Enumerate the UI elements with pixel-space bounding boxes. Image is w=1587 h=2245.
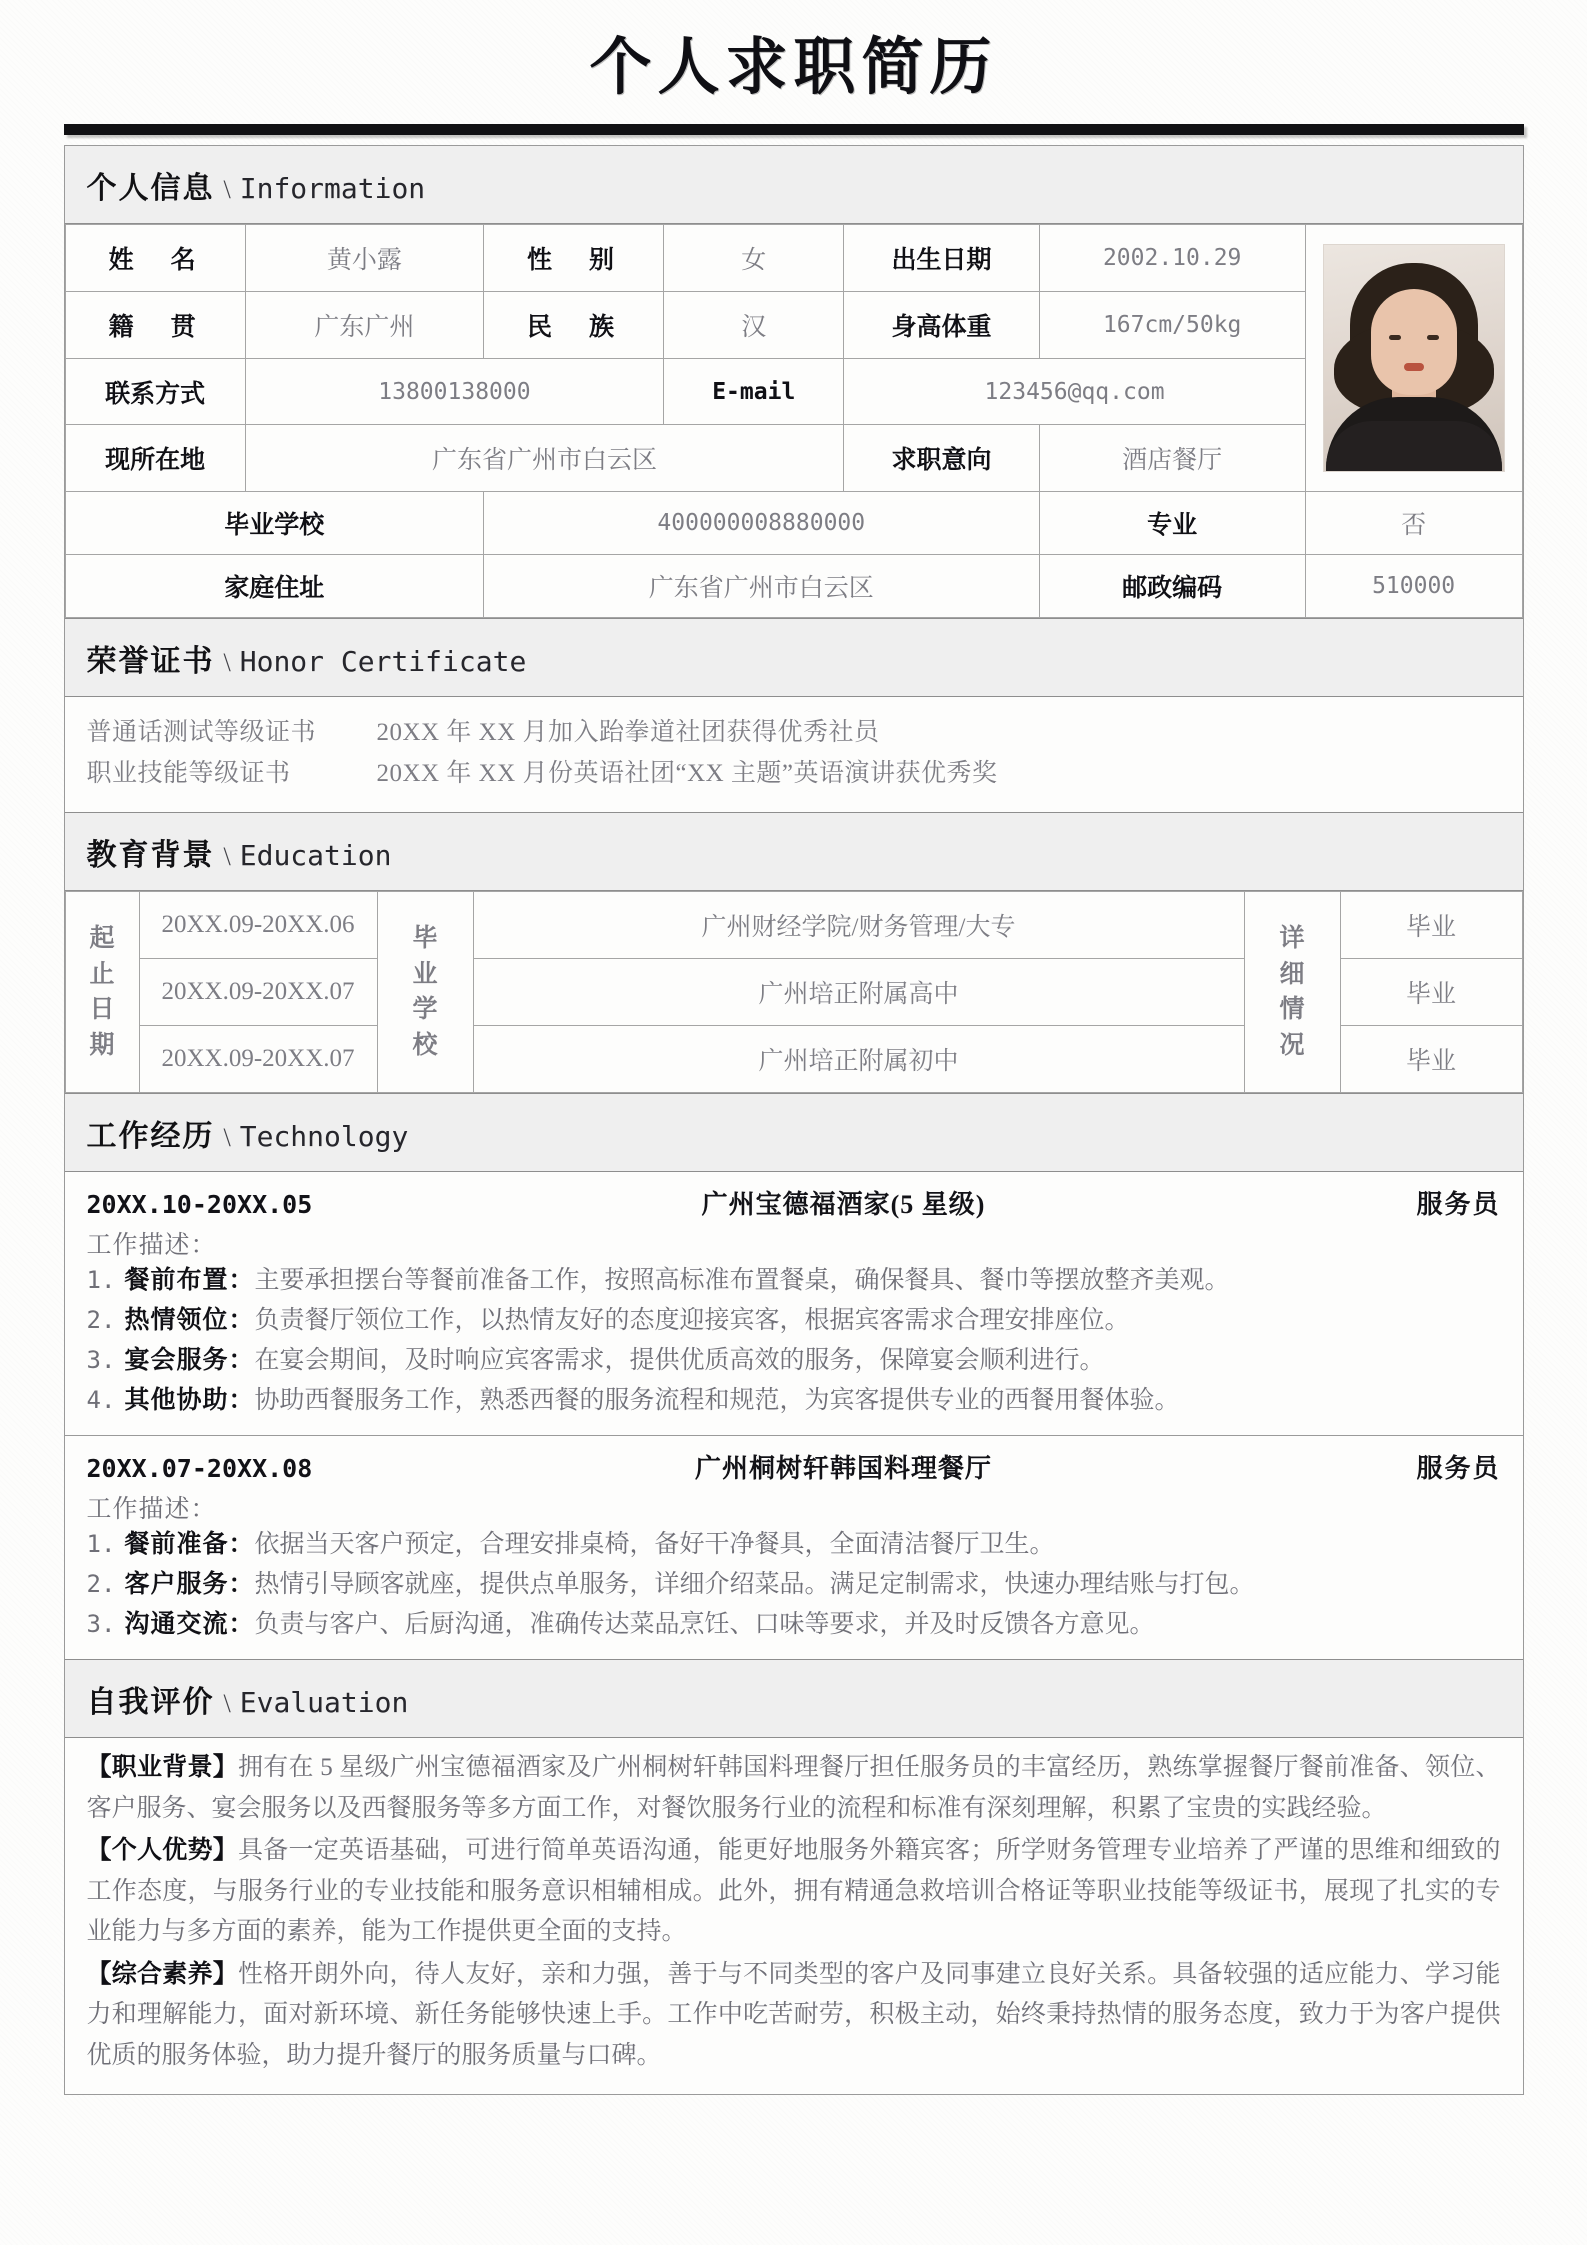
list-item: 4. 其他协助：协助西餐服务工作，熟悉西餐的服务流程和规范，为宾客提供专业的西餐用餐体验。: [86, 1386, 1180, 1415]
work-role: 服务员: [1416, 1454, 1501, 1484]
list-item: 2. 客户服务：热情引导顾客就座，提供点单服务，详细介绍菜品。满足定制需求，快速办理结账与打包。: [86, 1570, 1255, 1599]
section-header-education: [65, 812, 1523, 891]
label-birth: 出生日期: [844, 225, 1039, 292]
label-current-location: 现所在地: [65, 425, 245, 492]
value-job-intention: 酒店餐厅: [1039, 425, 1305, 492]
label-email: E-mail: [664, 358, 844, 425]
photo-eye-right: [1427, 335, 1439, 340]
value-body: 167cm/50kg: [1039, 291, 1305, 358]
section-header-honor: [65, 618, 1523, 697]
value-name: 黄小露: [245, 225, 483, 292]
applicant-photo: [1323, 244, 1505, 472]
list-item: 2. 热情领位：负责餐厅领位工作，以热情友好的态度迎接宾客，根据宾客需求合理安排座位。: [86, 1306, 1130, 1335]
value-home-address: 广东省广州市白云区: [483, 555, 1039, 618]
work-date: 20XX.10-20XX.05: [86, 1190, 313, 1220]
label-ethnicity: 民 族: [483, 291, 663, 358]
table-row: [65, 358, 1522, 425]
education-status: 毕业: [1340, 959, 1522, 1026]
section-separator: \: [223, 842, 231, 872]
value-email: 123456@qq.com: [844, 358, 1305, 425]
education-school: 广州培正附属高中: [473, 959, 1244, 1026]
work-role: 服务员: [1416, 1190, 1501, 1220]
education-date: 20XX.09-20XX.06: [139, 892, 377, 959]
label-body: 身高体重: [844, 291, 1039, 358]
education-school-column-label: 毕 业 学 校: [377, 892, 473, 1093]
work-company: 广州宝德福酒家(5 星级): [701, 1190, 986, 1220]
section-title-en: Technology: [239, 1120, 409, 1154]
section-header-evaluation: [65, 1659, 1523, 1738]
list-item: 3. 沟通交流：负责与客户、后厨沟通，准确传达菜品烹饪、口味等要求，并及时反馈各方意见。: [86, 1610, 1155, 1639]
section-title-en: Honor Certificate: [239, 645, 527, 679]
list-item: [87, 713, 1501, 754]
avatar: [1305, 225, 1522, 492]
work-company: 广州桐树轩韩国料理餐厅: [694, 1454, 992, 1484]
section-title-cn: 个人信息: [86, 172, 215, 206]
value-contact: 13800138000: [245, 358, 663, 425]
work-entry-header: [87, 1184, 1501, 1221]
work-date: 20XX.07-20XX.08: [86, 1454, 313, 1484]
evaluation-body: [65, 1738, 1523, 2094]
section-header-work: [65, 1093, 1523, 1172]
education-detail-column-label: 详 细 情 况: [1244, 892, 1340, 1093]
work-entry: [65, 1172, 1523, 1435]
certificate-desc: 20XX 年 XX 月加入跆拳道社团获得优秀社员: [376, 719, 880, 747]
section-separator: \: [223, 1123, 231, 1153]
value-gender: 女: [664, 225, 844, 292]
label-contact: 联系方式: [65, 358, 245, 425]
table-row: [65, 892, 1522, 959]
certificate-name: 普通话测试等级证书: [86, 719, 317, 747]
work-entry: [65, 1435, 1523, 1659]
section-separator: \: [223, 1689, 231, 1719]
value-major: 否: [1305, 492, 1522, 555]
education-school: 广州财经学院/财务管理/大专: [473, 892, 1244, 959]
education-status: 毕业: [1340, 1026, 1522, 1093]
value-native-place: 广东广州: [245, 291, 483, 358]
personal-info-table: [65, 224, 1523, 618]
section-header-information: [65, 146, 1523, 224]
photo-eye-left: [1389, 335, 1401, 340]
work-desc-label: 工作描述：: [86, 1496, 217, 1524]
resume-frame: [64, 145, 1524, 2095]
table-row: [65, 492, 1522, 555]
work-duty-list: [87, 1261, 1501, 1421]
table-row: [65, 555, 1522, 618]
section-separator: \: [223, 648, 231, 678]
education-date-column-label: 起 止 日 期: [65, 892, 139, 1093]
section-separator: \: [223, 175, 231, 205]
certificate-name: 职业技能等级证书: [86, 759, 291, 787]
title-area: [0, 0, 1587, 135]
label-native-place: 籍 贯: [65, 291, 245, 358]
section-title-cn: 工作经历: [86, 1120, 215, 1154]
value-postcode: 510000: [1305, 555, 1522, 618]
education-date: 20XX.09-20XX.07: [139, 959, 377, 1026]
label-major: 专业: [1039, 492, 1305, 555]
section-title-cn: 荣誉证书: [86, 645, 215, 679]
section-title-en: Education: [239, 839, 392, 873]
value-current-location: 广东省广州市白云区: [245, 425, 844, 492]
table-row: [65, 425, 1522, 492]
table-row: [65, 225, 1522, 292]
education-status: 毕业: [1340, 892, 1522, 959]
work-duty-list: [87, 1525, 1501, 1645]
evaluation-paragraph: 【职业背景】拥有在 5 星级广州宝德福酒家及广州桐树轩韩国料理餐厅担任服务员的丰富经历，熟练掌握餐厅餐前准备、领位、客户服务、宴会服务以及西餐服务等多方面工作，对餐饮服务行业的流程和标准有深刻理解，积累了宝贵的实践经验。: [86, 1754, 1501, 1822]
honor-list: [65, 697, 1523, 812]
list-item: [87, 754, 1501, 795]
section-title-cn: 教育背景: [86, 839, 215, 873]
education-school: 广州培正附属初中: [473, 1026, 1244, 1093]
photo-lips: [1404, 363, 1424, 371]
value-birth: 2002.10.29: [1039, 225, 1305, 292]
table-row: [65, 291, 1522, 358]
label-job-intention: 求职意向: [844, 425, 1039, 492]
section-title-cn: 自我评价: [86, 1686, 215, 1720]
list-item: 1. 餐前布置：主要承担摆台等餐前准备工作，按照高标准布置餐桌，确保餐具、餐巾等摆放整齐美观。: [86, 1266, 1230, 1295]
list-item: 1. 餐前准备：依据当天客户预定，合理安排桌椅，备好干净餐具，全面清洁餐厅卫生。: [86, 1530, 1055, 1559]
label-name: 姓 名: [65, 225, 245, 292]
list-item: 3. 宴会服务：在宴会期间，及时响应宾客需求，提供优质高效的服务，保障宴会顺利进行。: [86, 1346, 1105, 1375]
label-gender: 性 别: [483, 225, 663, 292]
title-divider: [64, 124, 1524, 135]
education-table: [65, 891, 1523, 1093]
value-school: 400000008880000: [483, 492, 1039, 555]
work-entry-header: [87, 1448, 1501, 1485]
certificate-desc: 20XX 年 XX 月份英语社团“XX 主题”英语演讲获优秀奖: [376, 759, 998, 787]
page-title: 个人求职简历: [589, 34, 998, 102]
photo-top: [1326, 421, 1502, 471]
label-postcode: 邮政编码: [1039, 555, 1305, 618]
label-home-address: 家庭住址: [65, 555, 483, 618]
evaluation-paragraph: 【个人优势】具备一定英语基础，可进行简单英语沟通，能更好地服务外籍宾客；所学财务管理专业培养了严谨的思维和细致的工作态度，与服务行业的专业技能和服务意识相辅相成。此外，拥有精通急救培训合格证等职业技能等级证书，展现了扎实的专业能力与多方面的素养，能为工作提供更全面的支持。: [86, 1837, 1501, 1946]
label-school: 毕业学校: [65, 492, 483, 555]
section-title-en: Evaluation: [239, 1686, 409, 1720]
photo-face: [1371, 289, 1457, 395]
section-title-en: Information: [239, 172, 426, 206]
work-desc-label: 工作描述：: [86, 1232, 217, 1260]
education-date: 20XX.09-20XX.07: [139, 1026, 377, 1093]
evaluation-paragraph: 【综合素养】性格开朗外向，待人友好，亲和力强，善于与不同类型的客户及同事建立良好关系。具备较强的适应能力、学习能力和理解能力，面对新环境、新任务能够快速上手。工作中吃苦耐劳，积极主动，始终秉持热情的服务态度，致力于为客户提供优质的服务体验，助力提升餐厅的服务质量与口碑。: [86, 1960, 1501, 2069]
value-ethnicity: 汉: [664, 291, 844, 358]
